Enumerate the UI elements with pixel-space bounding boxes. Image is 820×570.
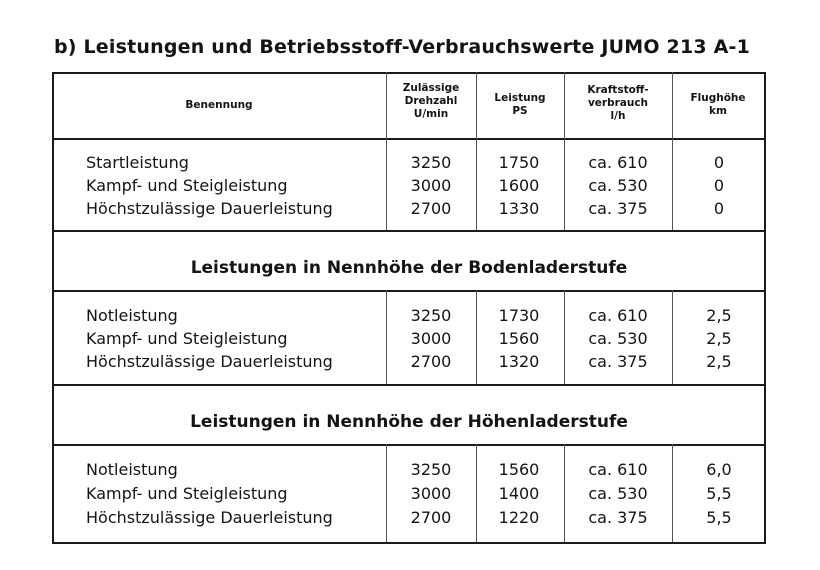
row-leistung: 1400	[498, 484, 540, 503]
row-verbrauch: ca. 375	[588, 352, 648, 371]
performance-table	[52, 72, 766, 544]
table-row	[52, 352, 766, 375]
row-drehzahl: 2700	[410, 199, 452, 218]
row-leistung: 1560	[498, 460, 540, 479]
header-benennung: Benennung	[185, 99, 253, 111]
row-hoehe: 2,5	[706, 352, 732, 371]
row-drehzahl: 3000	[410, 484, 452, 503]
table-bottom-border	[52, 542, 766, 544]
row-verbrauch: ca. 610	[588, 460, 648, 479]
table-top-border	[52, 72, 766, 74]
row-name: Notleistung	[86, 460, 178, 479]
row-name: Kampf- und Steigleistung	[86, 176, 288, 195]
row-hoehe: 2,5	[706, 306, 732, 325]
row-leistung: 1320	[498, 352, 540, 371]
row-name: Höchstzulässige Dauerleistung	[86, 199, 333, 218]
row-drehzahl: 2700	[410, 352, 452, 371]
table-row	[52, 199, 766, 222]
row-drehzahl: 3250	[410, 306, 452, 325]
table-row	[52, 460, 766, 483]
row-name: Höchstzulässige Dauerleistung	[86, 352, 333, 371]
row-leistung: 1750	[498, 153, 540, 172]
header-leistung: Leistung PS	[494, 92, 546, 117]
row-hoehe: 0	[713, 153, 725, 172]
section-divider	[52, 230, 766, 232]
table-row	[52, 329, 766, 352]
row-leistung: 1560	[498, 329, 540, 348]
table-row	[52, 306, 766, 329]
row-name: Kampf- und Steigleistung	[86, 484, 288, 503]
header-kraftstoff: Kraftstoff- verbrauch l/h	[587, 84, 649, 122]
row-leistung: 1220	[498, 508, 540, 527]
row-name: Startleistung	[86, 153, 189, 172]
table-row	[52, 484, 766, 507]
row-verbrauch: ca. 530	[588, 329, 648, 348]
table-row	[52, 176, 766, 199]
section-heading-hoehenladerstufe: Leistungen in Nennhöhe der Höhenladerstufe	[190, 412, 628, 432]
row-verbrauch: ca. 530	[588, 484, 648, 503]
section-heading-bodenladerstufe: Leistungen in Nennhöhe der Bodenladerstufe	[190, 258, 628, 278]
table-row	[52, 153, 766, 176]
section-divider	[52, 384, 766, 386]
row-drehzahl: 3250	[410, 460, 452, 479]
row-drehzahl: 3000	[410, 176, 452, 195]
row-name: Höchstzulässige Dauerleistung	[86, 508, 333, 527]
row-drehzahl: 2700	[410, 508, 452, 527]
row-verbrauch: ca. 530	[588, 176, 648, 195]
row-name: Kampf- und Steigleistung	[86, 329, 288, 348]
row-verbrauch: ca. 610	[588, 306, 648, 325]
row-hoehe: 0	[713, 176, 725, 195]
row-drehzahl: 3000	[410, 329, 452, 348]
row-hoehe: 0	[713, 199, 725, 218]
row-verbrauch: ca. 375	[588, 199, 648, 218]
row-hoehe: 5,5	[706, 484, 732, 503]
row-leistung: 1600	[498, 176, 540, 195]
row-verbrauch: ca. 375	[588, 508, 648, 527]
document-title: b) Leistungen und Betriebsstoff-Verbrauchswerte JUMO 213 A-1	[54, 36, 751, 58]
row-hoehe: 5,5	[706, 508, 732, 527]
table-row	[52, 508, 766, 531]
row-hoehe: 6,0	[706, 460, 732, 479]
header-divider	[52, 138, 766, 140]
section-divider	[52, 290, 766, 292]
row-drehzahl: 3250	[410, 153, 452, 172]
header-flughoehe: Flughöhe km	[690, 92, 746, 117]
row-leistung: 1330	[498, 199, 540, 218]
section-divider	[52, 444, 766, 446]
row-name: Notleistung	[86, 306, 178, 325]
row-verbrauch: ca. 610	[588, 153, 648, 172]
row-hoehe: 2,5	[706, 329, 732, 348]
header-drehzahl: Zulässige Drehzahl U/min	[402, 82, 460, 120]
row-leistung: 1730	[498, 306, 540, 325]
